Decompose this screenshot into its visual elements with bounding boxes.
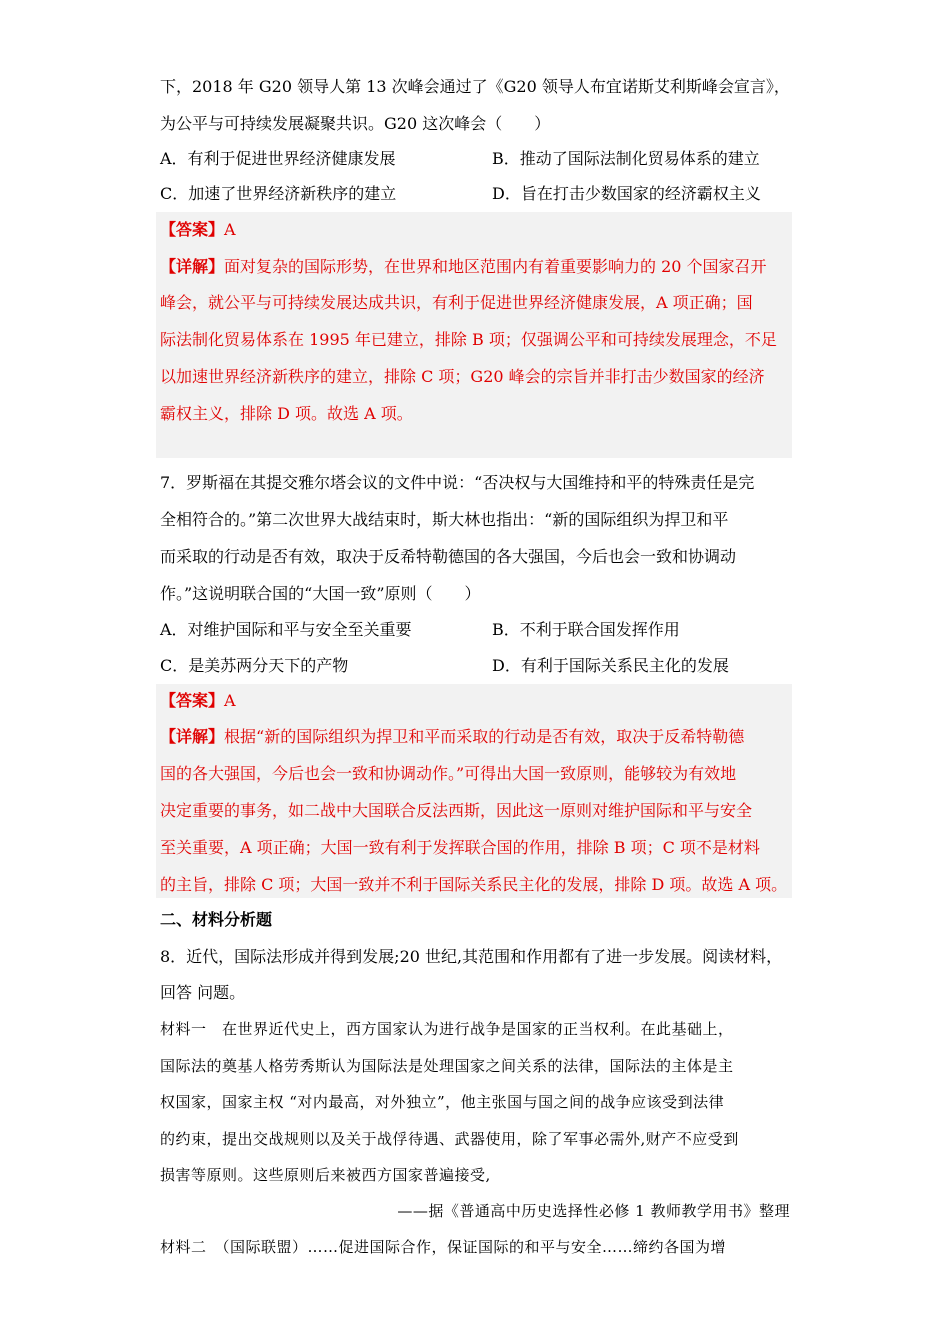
q7-option-d: D．有利于国际关系民主化的发展 [492, 656, 729, 675]
q7-stem-line-3: 而采取的行动是否有效，取决于反希特勒德国的各大强国，今后也会一致和协调动 [160, 547, 737, 566]
section-heading: 二、材料分析题 [160, 910, 273, 929]
q7-detail-line-4: 至关重要，A 项正确；大国一致有利于发挥联合国的作用，排除 B 项；C 项不是材料 [160, 838, 760, 857]
q7-detail-line-5: 的主旨，排除 C 项；大国一致并不利于国际关系民主化的发展，排除 D 项。故选 A 项。 [160, 875, 788, 894]
q6-option-c: C．加速了世界经济新秩序的建立 [160, 184, 397, 203]
q6-option-d: D．旨在打击少数国家的经济霸权主义 [492, 184, 761, 203]
q8-material-1-line-1: 材料一 在世界近代史上，西方国家认为进行战争是国家的正当权利。在此基础上， [160, 1020, 734, 1038]
q7-stem-line-4: 作。”这说明联合国的“大国一致”原则（ ） [160, 584, 481, 603]
q6-detail-line-5: 霸权主义，排除 D 项。故选 A 项。 [160, 404, 413, 423]
q6-detail-label: 【详解】 [160, 257, 225, 276]
q6-answer [160, 219, 236, 241]
q8-material-1-line-4: 的约束，提出交战规则以及关于战俘待遇、武器使用，除了军事必需外,财产不应受到 [160, 1130, 739, 1148]
q7-answer [160, 690, 236, 712]
q8-material-1-line-2: 国际法的奠基人格劳秀斯认为国际法是处理国家之间关系的法律，国际法的主体是主 [160, 1057, 734, 1075]
q7-stem-line-1: 7．罗斯福在其提交雅尔塔会议的文件中说：“否决权与大国维持和平的特殊责任是完 [160, 473, 755, 492]
q7-detail-line-3: 决定重要的事务，如二战中大国联合反法西斯，因此这一原则对维护国际和平与安全 [160, 801, 753, 820]
q8-stem-line-1: 8．近代，国际法形成并得到发展;20 世纪,其范围和作用都有了进一步发展。阅读材料， [160, 947, 783, 966]
q6-detail-line-4: 以加速世界经济新秩序的建立，排除 C 项；G20 峰会的宗旨并非打击少数国家的经济 [160, 367, 765, 386]
q7-option-c: C．是美苏两分天下的产物 [160, 656, 349, 675]
q7-detail-label: 【详解】 [160, 727, 225, 746]
q6-answer-label: 【答案】 [160, 220, 225, 239]
q7-answer-label: 【答案】 [160, 691, 225, 710]
q7-detail-line-1 [160, 726, 744, 748]
q8-material-1-line-5: 损害等原则。这些原则后来被西方国家普遍接受, [160, 1166, 491, 1184]
q8-material-1-line-3: 权国家，国家主权 “对内最高，对外独立”，他主张国与国之间的战争应该受到法律 [160, 1093, 725, 1111]
q7-answer-value: A [224, 691, 236, 710]
q7-detail-line-2: 国的各大强国，今后也会一致和协调动作。”可得出大国一致原则，能够较为有效地 [160, 764, 737, 783]
q6-stem-line-1: 下，2018 年 G20 领导人第 13 次峰会通过了《G20 领导人布宜诺斯艾利斯峰会宣言》， [160, 77, 790, 96]
q6-option-b: B．推动了国际法制化贸易体系的建立 [492, 149, 760, 168]
q7-answer-box [156, 684, 792, 898]
q6-stem-line-2: 为公平与可持续发展凝聚共识。G20 这次峰会（ ） [160, 114, 551, 133]
q7-option-a: A．对维护国际和平与安全至关重要 [160, 620, 412, 639]
q7-option-b: B．不利于联合国发挥作用 [492, 620, 680, 639]
q6-option-a: A．有利于促进世界经济健康发展 [160, 149, 396, 168]
q6-answer-value: A [224, 220, 236, 239]
q8-material-1-source: ——据《普通高中历史选择性必修 1 教师教学用书》整理 [397, 1202, 790, 1220]
q6-detail-line-2: 峰会，就公平与可持续发展达成共识，有利于促进世界经济健康发展，A 项正确；国 [160, 293, 753, 312]
q7-stem-line-2: 全相符合的。”第二次世界大战结束时，斯大林也指出：“新的国际组织为捍卫和平 [160, 510, 729, 529]
q7-detail-text-1: 根据“新的国际组织为捍卫和平而采取的行动是否有效，取决于反希特勒德 [224, 727, 745, 746]
q6-detail-line-1 [160, 256, 767, 278]
q8-stem-line-2: 回答 问题。 [160, 983, 246, 1002]
q8-material-2-line-1: 材料二 （国际联盟）……促进国际合作，保证国际的和平与安全……缔约各国为增 [160, 1238, 727, 1256]
q6-detail-text-1: 面对复杂的国际形势，在世界和地区范围内有着重要影响力的 20 个国家召开 [224, 257, 767, 276]
q6-detail-line-3: 际法制化贸易体系在 1995 年已建立，排除 B 项；仅强调公平和可持续发展理念，不足 [160, 330, 777, 349]
